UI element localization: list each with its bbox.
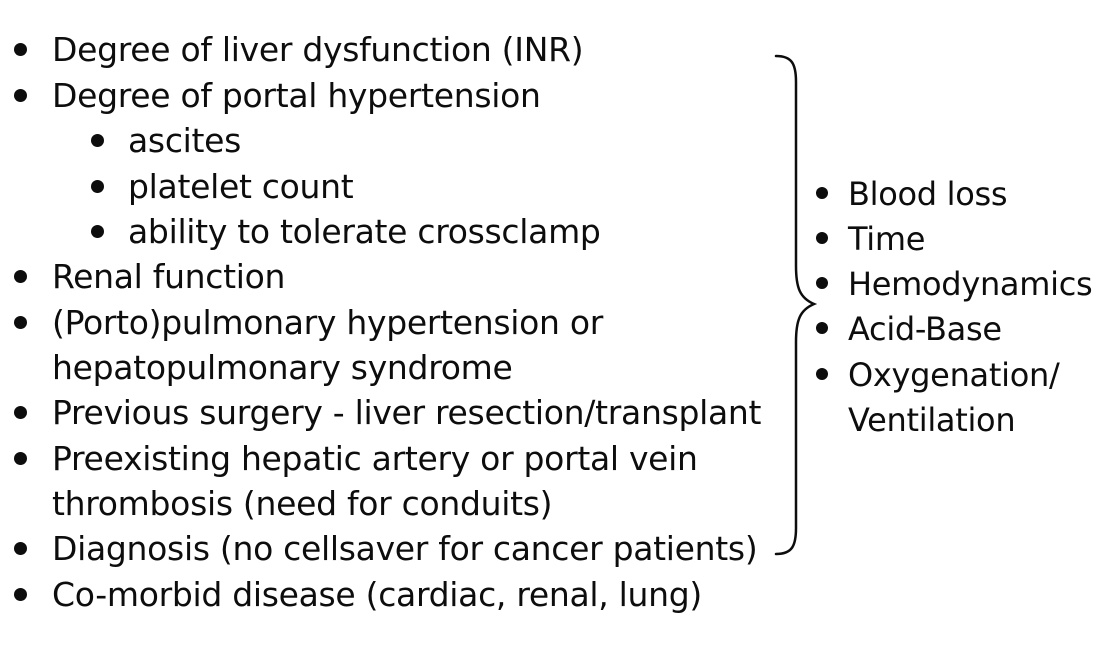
bullet-icon bbox=[816, 187, 828, 199]
list-item-text: Degree of portal hypertension bbox=[52, 76, 541, 115]
bullet-icon bbox=[816, 232, 828, 244]
list-item-text: Co-morbid disease (cardiac, renal, lung) bbox=[52, 575, 702, 614]
bullet-icon bbox=[91, 134, 104, 147]
list-item-text: Time bbox=[848, 220, 926, 258]
bullet-icon bbox=[14, 588, 27, 601]
bullet-icon bbox=[816, 368, 828, 380]
bullet-icon bbox=[14, 316, 27, 329]
bullet-icon bbox=[14, 270, 27, 283]
sub-list-item-text: ability to tolerate crossclamp bbox=[128, 212, 601, 251]
list-item-text: Hemodynamics bbox=[848, 265, 1093, 303]
list-item-text-line-1: (Porto)pulmonary hypertension or bbox=[52, 303, 603, 342]
bullet-icon bbox=[91, 225, 104, 238]
list-item-text-line-2: thrombosis (need for conduits) bbox=[52, 484, 553, 523]
list-item-text: Previous surgery - liver resection/transplant bbox=[52, 393, 762, 432]
bullet-icon bbox=[816, 277, 828, 289]
list-item-text-line-1: Oxygenation/ bbox=[848, 356, 1060, 394]
list-item-text-line-1: Preexisting hepatic artery or portal vein bbox=[52, 439, 698, 478]
list-item-text: Diagnosis (no cellsaver for cancer patients) bbox=[52, 529, 758, 568]
list-item-text-line-2: Ventilation bbox=[848, 401, 1016, 439]
bullet-icon bbox=[14, 406, 27, 419]
list-item-text: Acid-Base bbox=[848, 310, 1002, 348]
bullet-icon bbox=[14, 89, 27, 102]
right-curly-brace-icon bbox=[770, 52, 820, 562]
list-item-text-line-2: hepatopulmonary syndrome bbox=[52, 348, 513, 387]
bullet-icon bbox=[816, 322, 828, 334]
bullet-icon bbox=[14, 43, 27, 56]
sub-list-item-text: platelet count bbox=[128, 167, 354, 206]
list-item-text: Blood loss bbox=[848, 175, 1008, 213]
sub-list-item-text: ascites bbox=[128, 121, 242, 160]
bullet-icon bbox=[91, 180, 104, 193]
bullet-icon bbox=[14, 542, 27, 555]
list-item-text: Degree of liver dysfunction (INR) bbox=[52, 30, 584, 69]
bullet-icon bbox=[14, 452, 27, 465]
list-item-text: Renal function bbox=[52, 257, 286, 296]
